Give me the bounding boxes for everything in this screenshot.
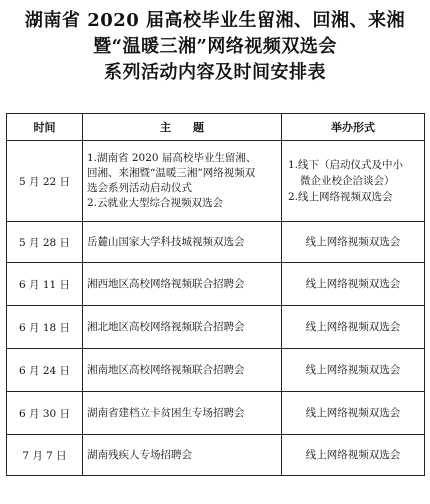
- schedule-table: [6, 113, 425, 476]
- table-row: [7, 263, 425, 306]
- table-row: [7, 349, 425, 392]
- document-title: [0, 8, 430, 86]
- table-row: [7, 435, 425, 476]
- row-topic: 岳麓山国家大学科技城视频双选会: [83, 222, 282, 263]
- table-header-row: [7, 114, 425, 141]
- topic-line: 回湘、来湘暨“温暖三湘”网络视频双: [87, 167, 256, 179]
- row-date: 5 月 28 日: [7, 222, 83, 263]
- row-date: 6 月 24 日: [7, 349, 83, 392]
- row-date: 7 月 7 日: [7, 435, 83, 476]
- header-form: 举办形式: [282, 114, 425, 141]
- row-date: 6 月 30 日: [7, 392, 83, 435]
- topic-line: 2.云就业大型综合视频双选会: [87, 197, 224, 209]
- row-topic: 湖南残疾人专场招聘会: [83, 435, 282, 476]
- row-form: 线上网络视频双选会: [282, 349, 425, 392]
- row-date: 6 月 18 日: [7, 306, 83, 349]
- row-topic: 湘南地区高校网络视频联合招聘会: [83, 349, 282, 392]
- header-topic: 主 题: [83, 114, 282, 141]
- table-row: [7, 222, 425, 263]
- row-form: 线上网络视频双选会: [282, 306, 425, 349]
- table-row: [7, 306, 425, 349]
- table-row: [7, 141, 425, 222]
- table-row: [7, 392, 425, 435]
- form-line: 2.线上网络视频双选会: [288, 191, 393, 203]
- form-line: 微企业校企洽谈会）: [300, 175, 395, 187]
- header-date: 时间: [7, 114, 83, 141]
- row-topic: 湘北地区高校网络视频联合招聘会: [83, 306, 282, 349]
- title-line-2: 暨“温暖三湘”网络视频双选会: [93, 36, 337, 57]
- row-form: 线上网络视频双选会: [282, 392, 425, 435]
- row-date: 6 月 11 日: [7, 263, 83, 306]
- row-form: 线上网络视频双选会: [282, 435, 425, 476]
- form-line: 1.线下（启动仪式及中小: [288, 159, 404, 171]
- row-form: 线上网络视频双选会: [282, 263, 425, 306]
- topic-line: 1.湖南省 2020 届高校毕业生留湘、: [87, 152, 257, 164]
- row-form: [282, 141, 425, 222]
- title-line-1: 湖南省 2020 届高校毕业生留湘、回湘、来湘: [24, 10, 406, 31]
- row-topic: [83, 141, 282, 222]
- row-form: 线上网络视频双选会: [282, 222, 425, 263]
- row-topic: 湖南省建档立卡贫困生专场招聘会: [83, 392, 282, 435]
- row-date: 5 月 22 日: [7, 141, 83, 222]
- topic-line: 选会系列活动启动仪式: [87, 182, 192, 194]
- title-line-3: 系列活动内容及时间安排表: [104, 62, 326, 83]
- row-topic: 湘西地区高校网络视频联合招聘会: [83, 263, 282, 306]
